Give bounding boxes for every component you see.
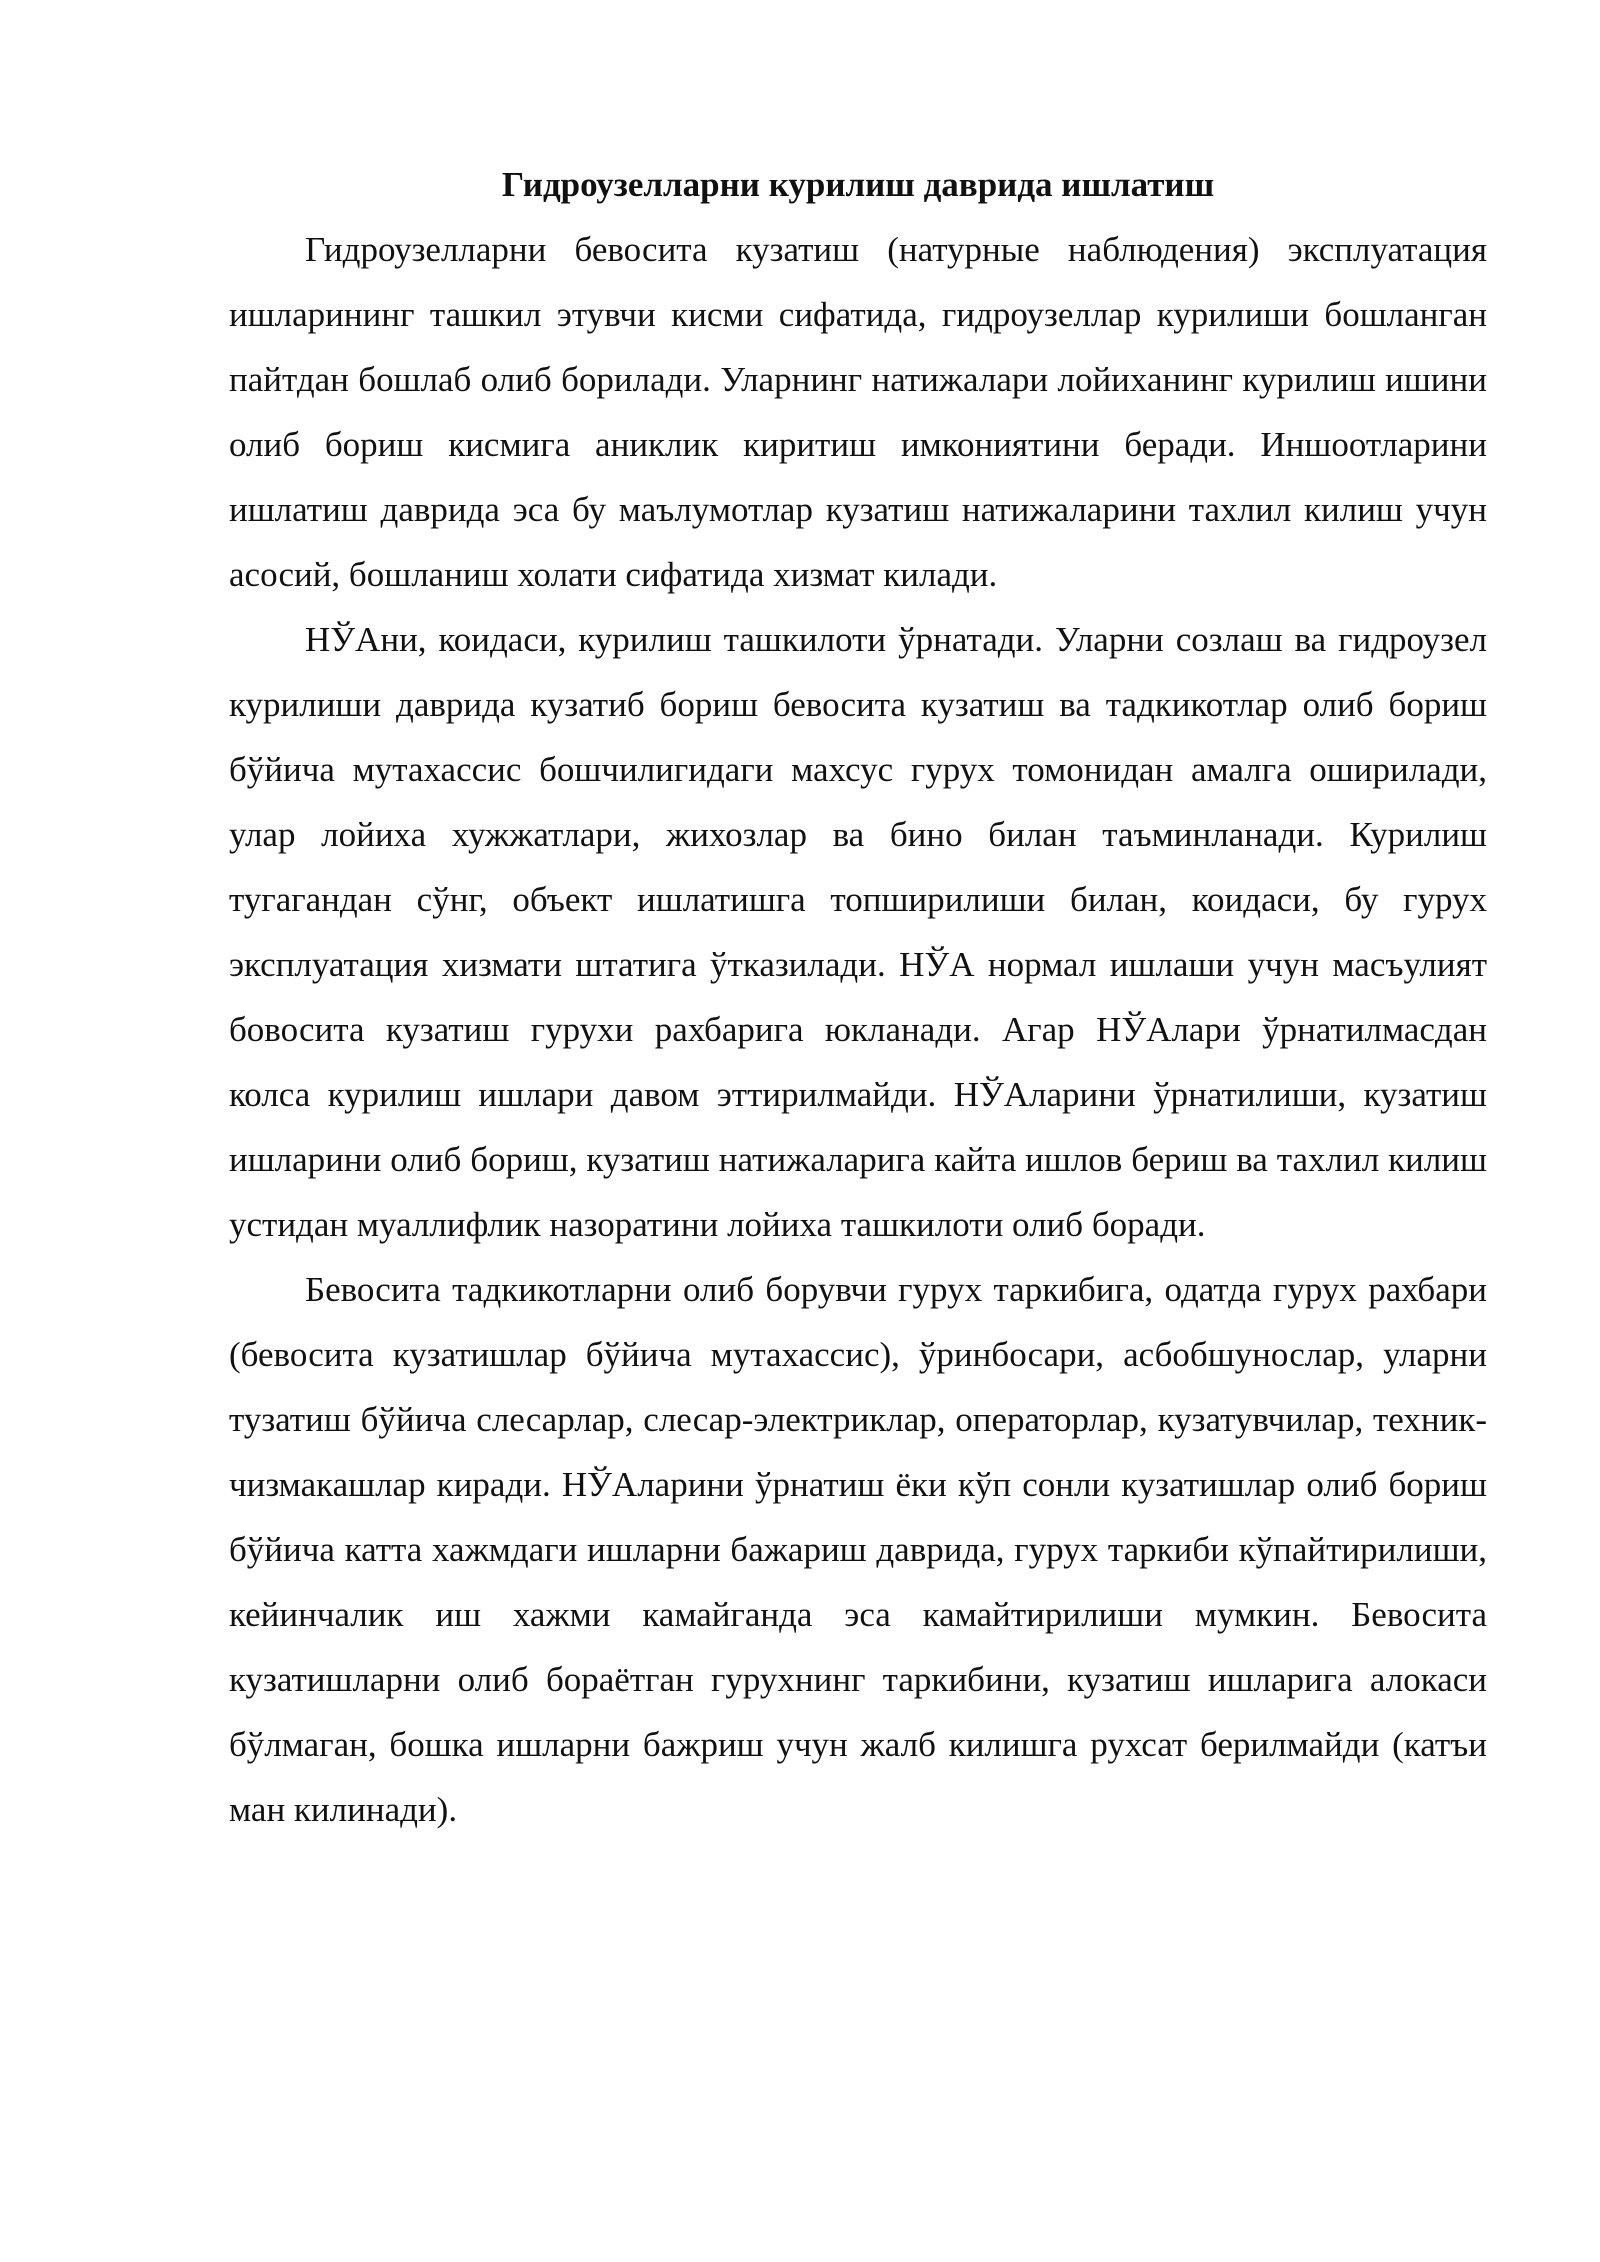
paragraph-intro: Гидроузелларни бевосита кузатиш (натурные наблюдения) эксплуатация ишларининг ташкил этувчи кисми сифатида, гидроузеллар курилиши бошланган пайтдан бошлаб олиб борилади. Уларнинг натижалари лойиханинг курилиш ишини олиб бориш кисмига аниклик киритиш имкониятини беради. Иншоотларини ишлатиш даврида эса бу маълумотлар кузатиш натижаларини тахлил килиш учун асосий, бошланиш холати сифатида хизмат килади. — [229, 230, 1487, 594]
document-title: Гидроузелларни курилиш даврида ишлатиш — [501, 165, 1215, 204]
document-body — [229, 152, 1487, 1842]
paragraph-installation: НЎАни, коидаси, курилиш ташкилоти ўрнатади. Уларни созлаш ва гидроузел курилиши даврида кузатиб бориш бевосита кузатиш ва тадкикотлар олиб бориш бўйича мутахассис бошчилигидаги махсус гурух томонидан амалга оширилади, улар лойиха хужжатлари, жихозлар ва бино билан таъминланади. Курилиш тугагандан сўнг, объект ишлатишга топширилиши билан, коидаси, бу гурух эксплуатация хизмати штатига ўтказилади. НЎА нормал ишлаши учун масъулият бовосита кузатиш гурухи рахбарига юкланади. Агар НЎАлари ўрнатилмасдан колса курилиш ишлари давом эттирилмайди. НЎАларини ўрнатилиши, кузатиш ишларини олиб бориш, кузатиш натижаларига кайта ишлов бериш ва тахлил килиш устидан муаллифлик назоратини лойиха ташкилоти олиб боради. — [229, 620, 1487, 1244]
paragraph-team-composition: Бевосита тадкикотларни олиб борувчи гурух таркибига, одатда гурух рахбари (бевосита кузатишлар бўйича мутахассис), ўринбосари, асбобшунослар, уларни тузатиш бўйича слесарлар, слесар-электриклар, операторлар, кузатувчилар, техник-чизмакашлар киради. НЎАларини ўрнатиш ёки кўп сонли кузатишлар олиб бориш бўйича катта хажмдаги ишларни бажариш даврида, гурух таркиби кўпайтирилиши, кейинчалик иш хажми камайганда эса камайтирилиши мумкин. Бевосита кузатишларни олиб бораётган гурухнинг таркибини, кузатиш ишларига алокаси бўлмаган, бошка ишларни бажриш учун жалб килишга рухсат берилмайди (катъи ман килинади). — [229, 1270, 1487, 1829]
